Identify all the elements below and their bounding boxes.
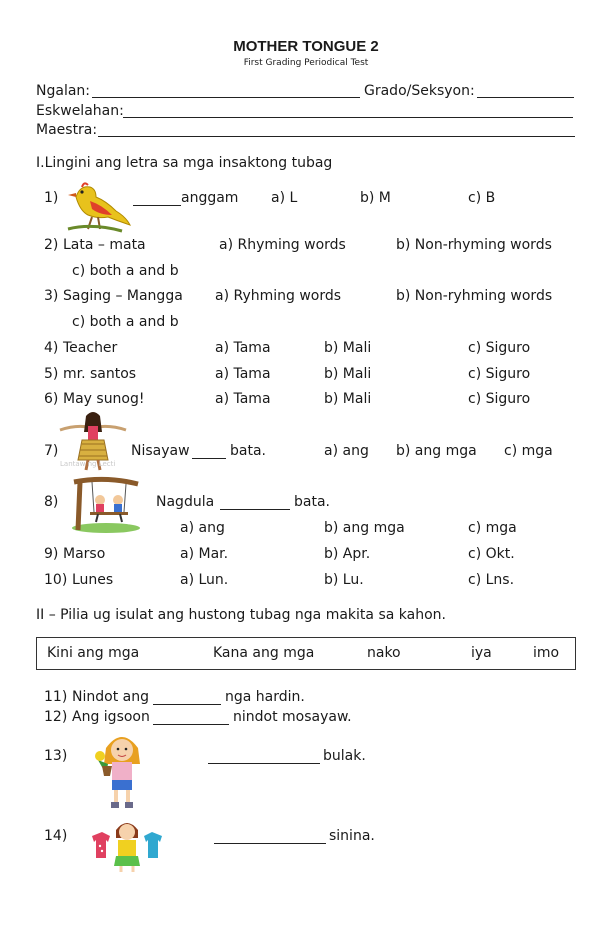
item9-choice-c[interactable]: c) Okt. [468,546,515,562]
item3-choice-b[interactable]: b) Non-ryhming words [396,288,553,304]
item8-text-before: Nagdula [156,494,215,510]
section1-instruction: I.Lingini ang letra sa mga insaktong tubag [36,155,333,171]
item2-choice-b[interactable]: b) Non-rhyming words [396,237,552,253]
item10-choice-c[interactable]: c) Lns. [468,572,515,588]
item7-choice-a[interactable]: a) ang [324,443,369,459]
item10-choice-a[interactable]: a) Lun. [180,572,229,588]
item12-before: Ang igsoon [72,709,150,725]
item1-blank[interactable] [133,193,181,206]
item8-text-after: bata. [294,494,330,510]
item14-blank[interactable] [214,831,326,844]
item12-blank[interactable] [153,712,229,725]
item3-text: Saging – Mangga [63,288,183,304]
girl-with-flower-icon [92,730,152,812]
choice-4[interactable]: iya [471,645,492,661]
item11-blank[interactable] [153,692,221,705]
item14-after: sinina. [329,828,375,844]
item7-choice-b[interactable]: b) ang mga [396,443,477,459]
choice-3[interactable]: nako [367,645,401,661]
item3-number: 3) [44,288,59,304]
item1-choice-a[interactable]: a) L [271,190,298,206]
choice-5[interactable]: imo [533,645,560,661]
item1-number: 1) [44,190,59,206]
name-label: Ngalan: [36,83,90,99]
item6-choice-a[interactable]: a) Tama [215,391,271,407]
item10-choice-b[interactable]: b) Lu. [324,572,364,588]
item13-after: bulak. [323,748,366,764]
item11-after: nga hardin. [225,689,305,705]
item3-choice-c[interactable]: c) both a and b [72,314,179,330]
item5-number: 5) [44,366,59,382]
item4-choice-b[interactable]: b) Mali [324,340,372,356]
item5-choice-b[interactable]: b) Mali [324,366,372,382]
item14-number: 14) [44,828,68,844]
item9-text: Marso [63,546,106,562]
item8-blank[interactable] [220,497,290,510]
swing-kids-icon [68,476,144,534]
item5-choice-c[interactable]: c) Siguro [468,366,531,382]
item7-choice-c[interactable]: c) mga [504,443,553,459]
item8-choice-a[interactable]: a) ang [180,520,225,536]
item1-choice-b[interactable]: b) M [360,190,391,206]
item6-text: May sunog! [63,391,145,407]
item2-choice-a[interactable]: a) Rhyming words [219,237,346,253]
item2-choice-c[interactable]: c) both a and b [72,263,179,279]
item9-choice-a[interactable]: a) Mar. [180,546,229,562]
item7-number: 7) [44,443,59,459]
page-subtitle: First Grading Periodical Test [243,58,369,68]
item4-choice-c[interactable]: c) Siguro [468,340,531,356]
item9-number: 9) [44,546,59,562]
name-field[interactable] [92,97,360,98]
item7-text-before: Nisayaw [131,443,190,459]
girl-with-clothes-icon [88,818,166,874]
bird-icon [62,175,132,233]
item13-number: 13) [44,748,68,764]
item7-text-after: bata. [230,443,266,459]
item6-choice-c[interactable]: c) Siguro [468,391,531,407]
item7-blank[interactable] [192,446,226,459]
item6-choice-b[interactable]: b) Mali [324,391,372,407]
item8-choice-c[interactable]: c) mga [468,520,517,536]
item4-text: Teacher [63,340,118,356]
item6-number: 6) [44,391,59,407]
choice-1[interactable]: Kini ang mga [47,645,140,661]
item4-number: 4) [44,340,59,356]
teacher-field[interactable] [98,136,575,137]
item5-text: mr. santos [63,366,137,382]
watermark: Lantaw ng Lecti [60,460,116,468]
grade-field[interactable] [477,97,574,98]
item11-number: 11) [44,689,68,705]
choice-2[interactable]: Kana ang mga [213,645,315,661]
page-title: MOTHER TONGUE 2 [233,38,379,55]
teacher-label: Maestra: [36,122,98,138]
school-field[interactable] [123,117,573,118]
item8-choice-b[interactable]: b) ang mga [324,520,405,536]
item9-choice-b[interactable]: b) Apr. [324,546,371,562]
item10-number: 10) [44,572,68,588]
item12-after: nindot mosayaw. [233,709,352,725]
grade-label: Grado/Seksyon: [364,83,475,99]
item13-blank[interactable] [208,751,320,764]
item12-number: 12) [44,709,68,725]
item3-choice-a[interactable]: a) Ryhming words [215,288,342,304]
item2-text: Lata – mata [63,237,146,253]
item5-choice-a[interactable]: a) Tama [215,366,271,382]
item10-text: Lunes [72,572,114,588]
item1-choice-c[interactable]: c) B [468,190,496,206]
item1-text: anggam [181,190,239,206]
section2-instruction: II – Pilia ug isulat ang hustong tubag nga makita sa kahon. [36,607,446,623]
item11-before: Nindot ang [72,689,149,705]
school-label: Eskwelahan: [36,103,124,119]
item4-choice-a[interactable]: a) Tama [215,340,271,356]
item2-number: 2) [44,237,59,253]
item8-number: 8) [44,494,59,510]
